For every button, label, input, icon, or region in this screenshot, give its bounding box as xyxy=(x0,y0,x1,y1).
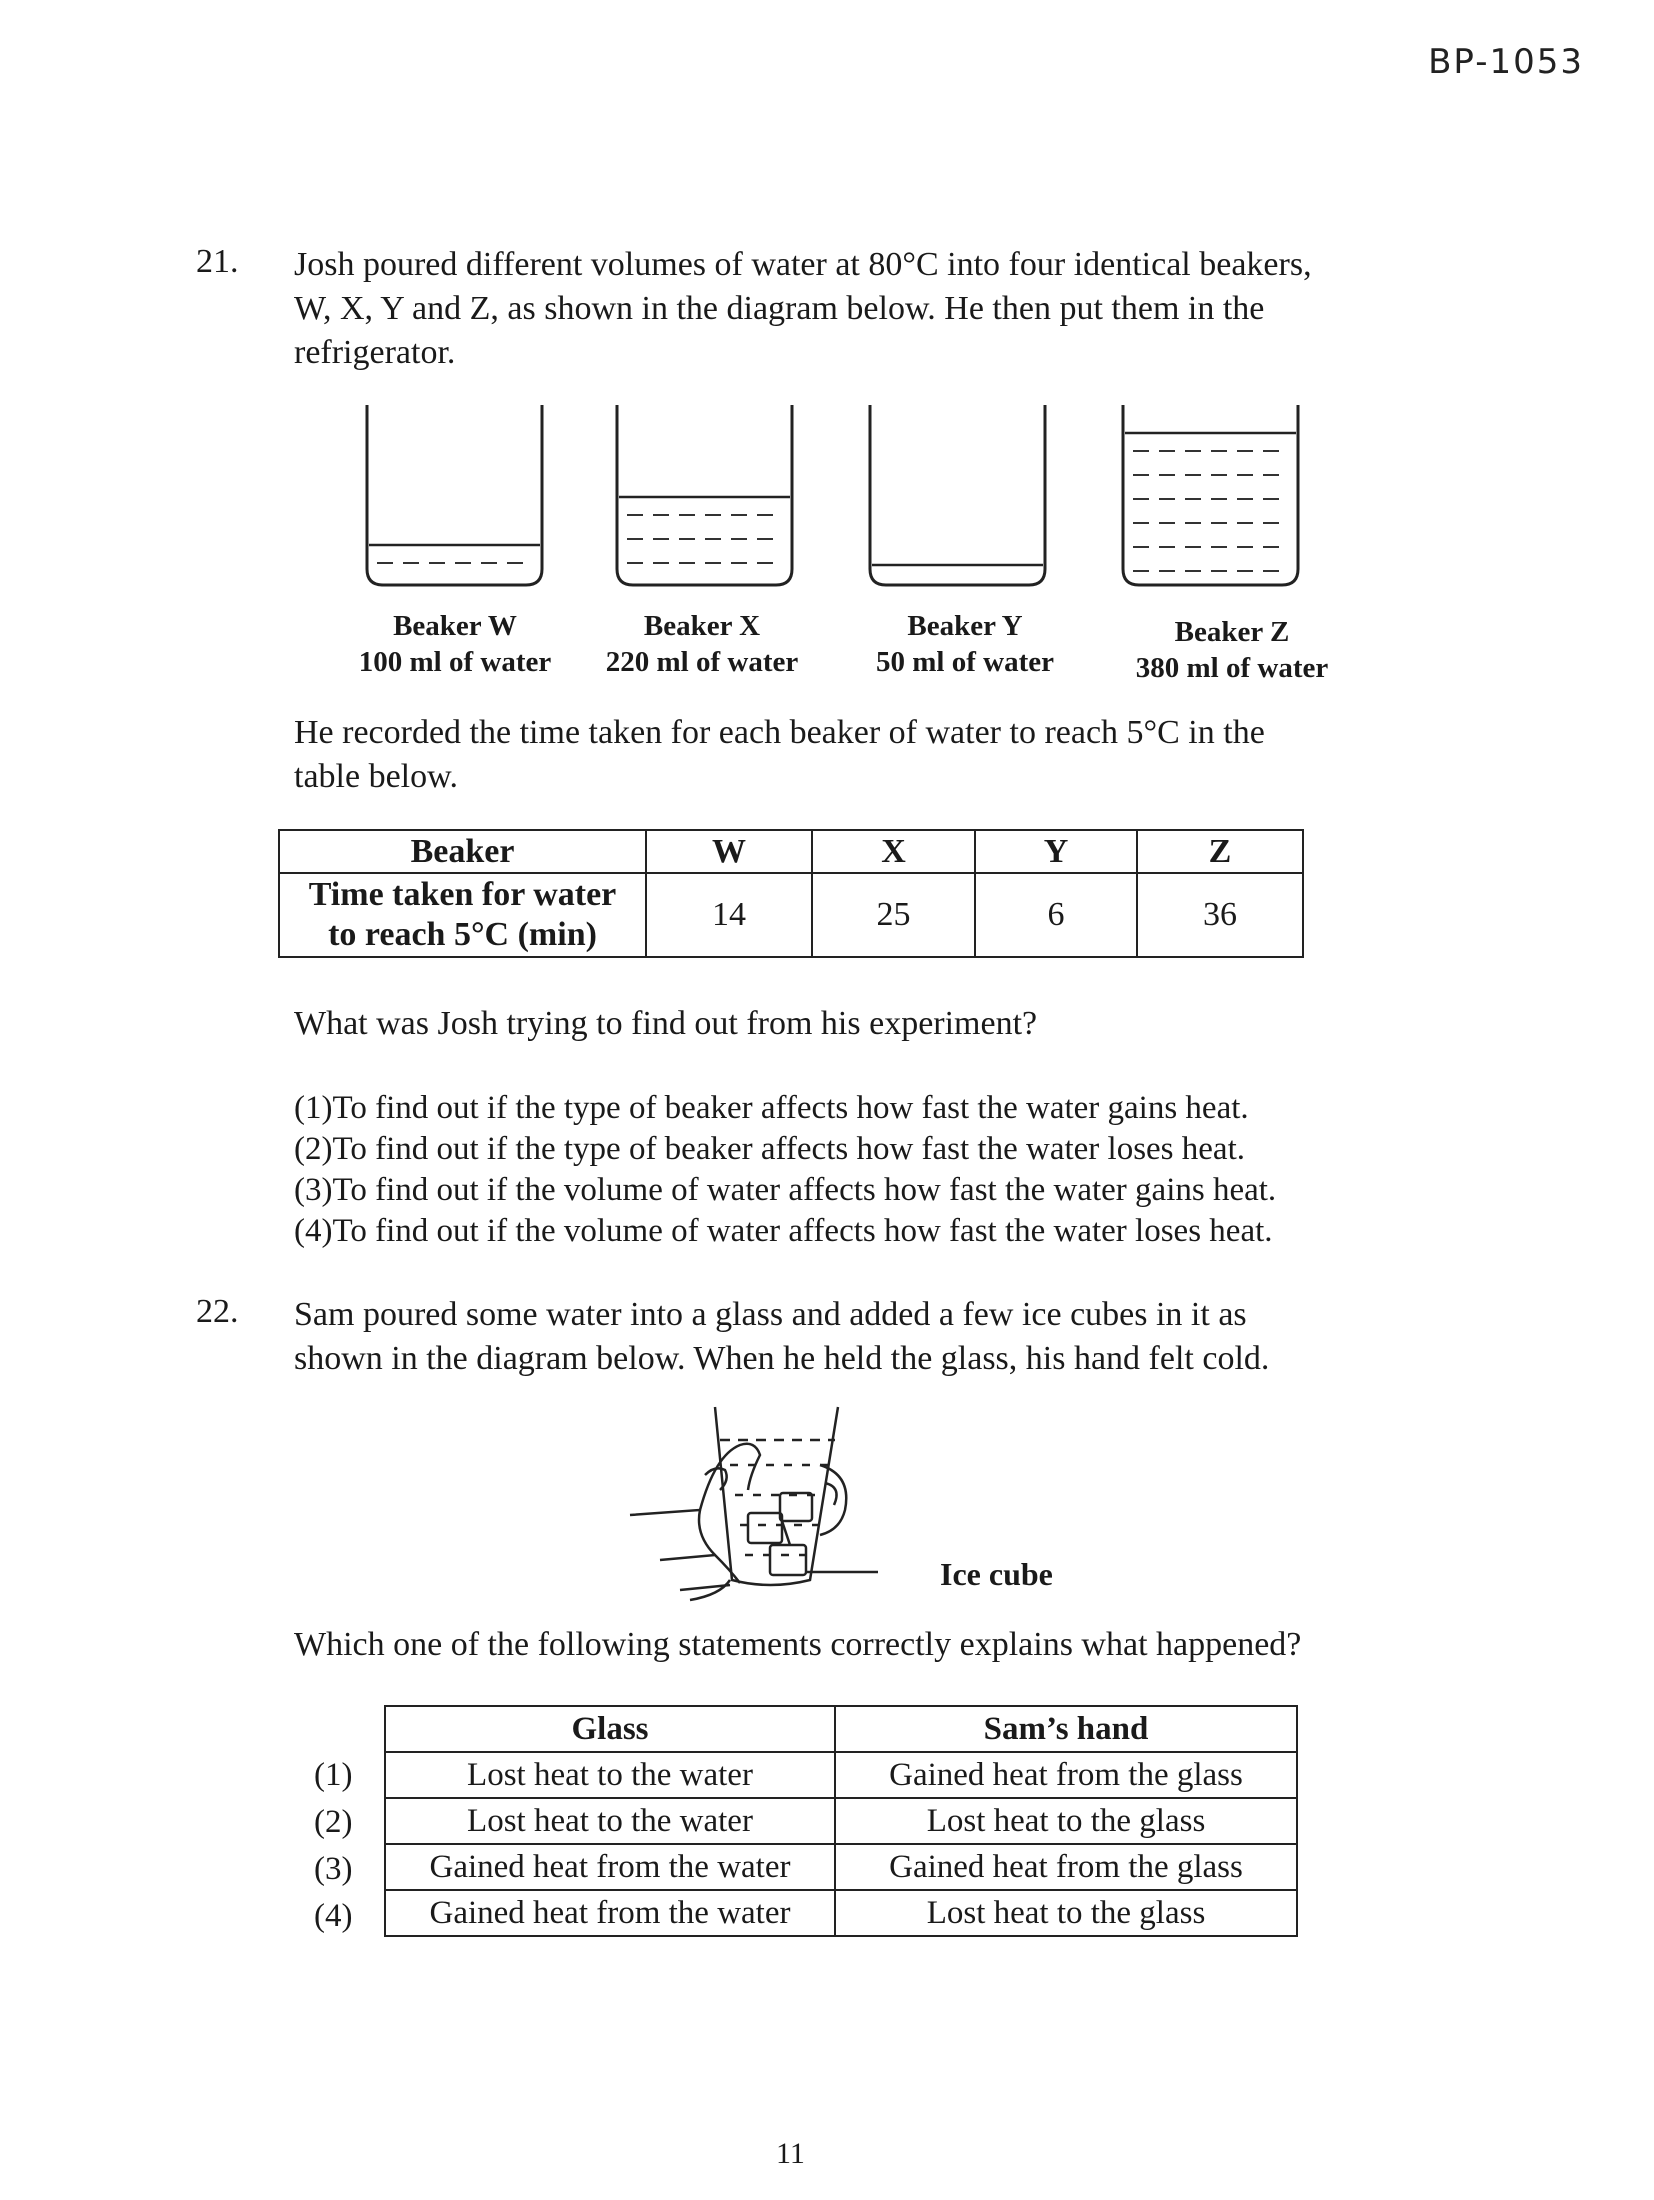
question-22-intro xyxy=(294,1293,1370,1381)
beaker-name: Beaker X xyxy=(643,610,761,642)
beaker-name: Beaker Z xyxy=(1174,616,1290,648)
column-header: X xyxy=(812,830,975,873)
hand-cell: Lost heat to the glass xyxy=(835,1798,1297,1844)
hand-cell: Gained heat from the glass xyxy=(835,1844,1297,1890)
glass-cell: Lost heat to the water xyxy=(385,1752,835,1798)
intro-line: Josh poured different volumes of water at 80°C into four identical beakers, xyxy=(294,246,1312,283)
option-labels xyxy=(314,1752,352,1940)
document-code: BP-1053 xyxy=(1428,42,1584,82)
glass-ice-illustration xyxy=(620,1395,880,1605)
table-cell: 36 xyxy=(1137,873,1303,957)
ice-cube-label: Ice cube xyxy=(940,1556,1053,1592)
beaker-volume: 220 ml of water xyxy=(605,646,799,678)
column-header: Z xyxy=(1137,830,1303,873)
beaker-name: Beaker W xyxy=(393,610,517,642)
table-intro-line: table below. xyxy=(294,758,458,795)
option-3[interactable]: (3)To find out if the volume of water affects how fast the water gains heat. xyxy=(294,1172,1277,1208)
table-intro xyxy=(294,711,1370,799)
table-cell: 25 xyxy=(812,873,975,957)
row-label xyxy=(279,873,646,957)
row-label-line: to reach 5°C (min) xyxy=(328,916,597,953)
table-intro-line: He recorded the time taken for each beaker of water to reach 5°C in the xyxy=(294,714,1265,751)
column-header: Y xyxy=(975,830,1137,873)
answer-table xyxy=(384,1705,1298,1937)
beaker-w xyxy=(367,405,542,585)
beaker-z-label xyxy=(1107,614,1357,686)
table-header-label: Beaker xyxy=(279,830,646,873)
intro-line: shown in the diagram below. When he held the glass, his hand felt cold. xyxy=(294,1340,1270,1377)
column-header-hand: Sam’s hand xyxy=(835,1706,1297,1752)
beaker-name: Beaker Y xyxy=(907,610,1023,642)
column-header: W xyxy=(646,830,812,873)
table-cell: 14 xyxy=(646,873,812,957)
intro-line: Sam poured some water into a glass and added a few ice cubes in it as xyxy=(294,1296,1247,1333)
option-1[interactable]: (1)To find out if the type of beaker affects how fast the water gains heat. xyxy=(294,1090,1249,1126)
option-label[interactable]: (2) xyxy=(314,1804,353,1840)
beakers-group xyxy=(367,405,1298,585)
beaker-volume: 50 ml of water xyxy=(876,646,1054,678)
row-label-line: Time taken for water xyxy=(308,876,617,913)
beaker-w-label xyxy=(340,608,570,680)
table-row[interactable] xyxy=(385,1844,1297,1890)
table-row[interactable] xyxy=(385,1798,1297,1844)
column-header-glass: Glass xyxy=(385,1706,835,1752)
page-number: 11 xyxy=(776,2137,805,2170)
table-header-row xyxy=(385,1706,1297,1752)
glass-cell: Gained heat from the water xyxy=(385,1890,835,1936)
beaker-outline xyxy=(367,405,542,585)
table-data-row xyxy=(279,873,1303,957)
beaker-volume: 380 ml of water xyxy=(1135,652,1329,684)
question-22-number: 22. xyxy=(196,1293,239,1330)
hand-cell: Lost heat to the glass xyxy=(835,1890,1297,1936)
hand-cell: Gained heat from the glass xyxy=(835,1752,1297,1798)
question-21-options xyxy=(294,1088,1394,1252)
intro-line: W, X, Y and Z, as shown in the diagram below. He then put them in the xyxy=(294,290,1265,327)
question-21-intro xyxy=(294,243,1370,375)
beaker-y-label xyxy=(850,608,1080,680)
option-4[interactable]: (4)To find out if the volume of water affects how fast the water loses heat. xyxy=(294,1213,1273,1249)
results-table xyxy=(278,829,1304,958)
beaker-volume: 100 ml of water xyxy=(358,646,552,678)
table-row[interactable] xyxy=(385,1752,1297,1798)
option-label[interactable]: (3) xyxy=(314,1851,353,1887)
beaker-z xyxy=(1123,405,1298,585)
glass-cell: Lost heat to the water xyxy=(385,1798,835,1844)
option-label[interactable]: (4) xyxy=(314,1898,353,1934)
table-cell: 6 xyxy=(975,873,1137,957)
table-row[interactable] xyxy=(385,1890,1297,1936)
beaker-y xyxy=(870,405,1045,585)
question-21-number: 21. xyxy=(196,243,239,280)
glass-cell: Gained heat from the water xyxy=(385,1844,835,1890)
beakers-diagram xyxy=(355,395,1315,615)
beaker-x xyxy=(617,405,792,585)
question-22-prompt: Which one of the following statements correctly explains what happened? xyxy=(294,1626,1302,1663)
beaker-x-label xyxy=(587,608,817,680)
table-header-row xyxy=(279,830,1303,873)
option-label[interactable]: (1) xyxy=(314,1757,353,1793)
beaker-outline xyxy=(617,405,792,585)
question-21-prompt: What was Josh trying to find out from his experiment? xyxy=(294,1005,1038,1042)
beaker-outline xyxy=(870,405,1045,585)
option-2[interactable]: (2)To find out if the type of beaker affects how fast the water loses heat. xyxy=(294,1131,1245,1167)
intro-line: refrigerator. xyxy=(294,334,456,371)
